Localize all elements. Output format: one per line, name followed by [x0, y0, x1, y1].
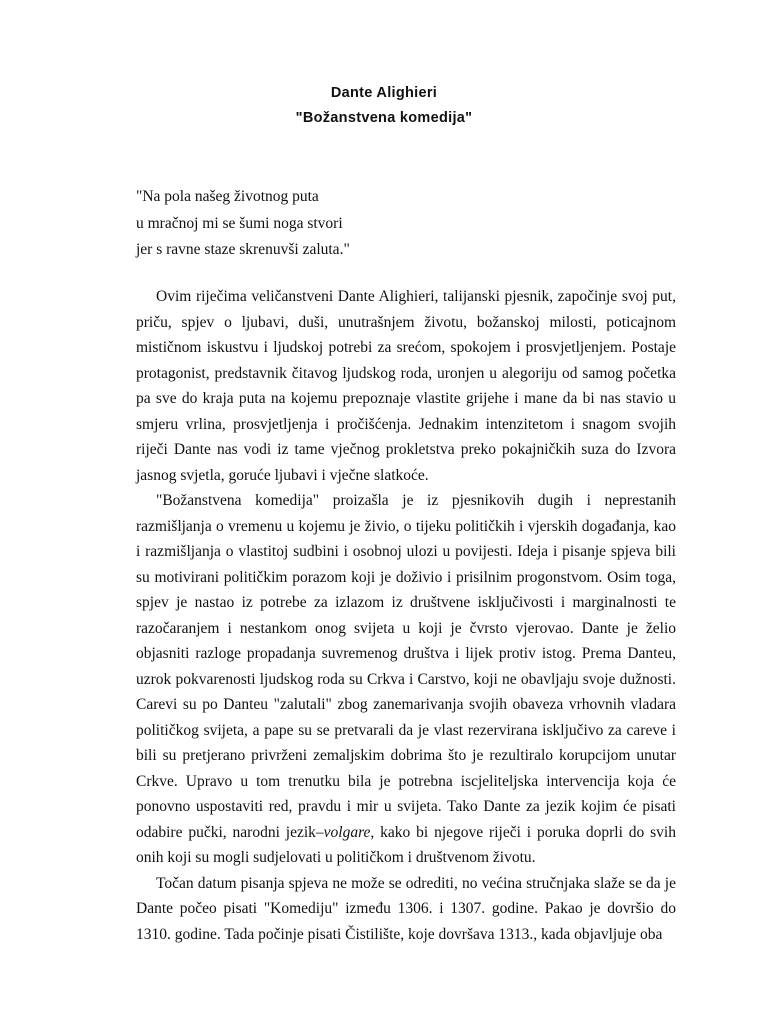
verse-line: "Na pola našeg životnog puta [136, 188, 319, 205]
paragraph-1: Ovim riječima veličanstveni Dante Alighieri, talijanski pjesnik, započinje svoj put, priču, spjev o ljubavi, duši, unutrašnjem životu, božanskoj milosti, poticajnom mističnom iskustvu i ljudskoj potrebi za srećom, spokojem i prosvjetljenjem. Postaje protagonist, predstavnik čitavog ljudskog roda, uronjen u alegoriju od samog početka pa sve do kraja puta na kojemu prepoznaje vlastite grijehe i mane da bi nas stavio u smjeru vrlina, prosvjetljenja i pročišćenja. Jednakim intenzitetom i snagom svojih riječi Dante nas vodi iz tame vječnog prokletstva preko pokajničkih suza do Izvora jasnog svjetla, goruće ljubavi i vječne slatkoće. [136, 288, 676, 484]
opening-verse [136, 184, 696, 264]
paragraph-2 [136, 488, 676, 871]
paragraph-2-end: , kako bi njegove riječi i poruka doprli do svih onih koji su mogli sudjelovati u političkom i društvenom životu. [136, 823, 676, 866]
verse-line: jer s ravne staze skrenuvši zaluta." [136, 241, 350, 258]
document-subtitle: "Božanstvena komedija" [295, 110, 473, 126]
paragraph-2-text: "Božanstvena komedija" proizašla je iz pjesnikovih dugih i neprestanih razmišljanja o vremenu u kojemu je živio, o tijeku političkih i vjerskih događanja, kao i razmišljanja o vlastitoj sudbini i osobnoj ulozi u povijesti. Ideja i pisanje spjeva bili su motivirani političkim porazom koji je doživio i prisilnim progonstvom. Osim toga, spjev je nastao iz potrebe za izlazom iz društvene isključivosti i marginalnosti te razočaranjem i nestankom onog svijeta u koji je čvrsto vjerovao. Dante je želio objasniti razloge propadanja suvremenog društva i lijek protiv istog. Prema Danteu, uzrok pokvarenosti ljudskog roda su Crkva i Carstvo, koji ne obavljaju svoje dužnosti. Carevi su po Danteu "zalutali" zbog zanemarivanja svojih obaveza vrhovnih vladara političkog svijeta, a pape su se pretvarali da je vlast rezervirana isključivo za careve i bili su pretjerano privrženi zemaljskim dobrima što je rezultiralo korupcijom unutar Crkve. Upravo u tom trenutku bila je potrebna iscjeliteljska intervencija koja će ponovno uspostaviti red, pravdu i mir u svijeta. Tako Dante za jezik kojim će pisati odabire pučki, narodni jezik– [136, 492, 676, 841]
italic-term: volgare [323, 823, 371, 841]
document-title: Dante Alighieri [330, 85, 438, 101]
paragraph-3: Točan datum pisanja spjeva ne može se odrediti, no većina stručnjaka slaže se da je Dante počeo pisati "Komediju" između 1306. i 1307. godine. Pakao je dovršio do 1310. godine. Tada počinje pisati Čistilište, koje dovršava 1313., kada objavljuje oba [136, 874, 676, 943]
verse-line: u mračnoj mi se šumi noga stvori [136, 214, 343, 232]
body-text [136, 284, 676, 947]
